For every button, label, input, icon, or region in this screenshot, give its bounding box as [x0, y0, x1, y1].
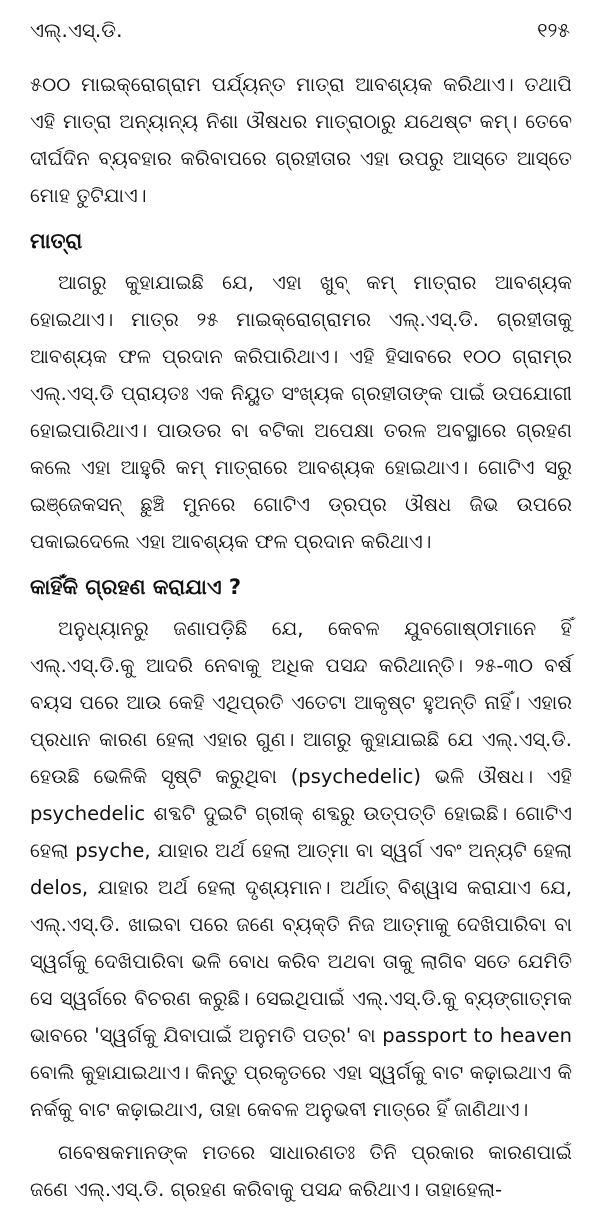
paragraph-reasons-intro: ଗବେଷକମାନଙ୍କ ମତରେ ସାଧାରଣତଃ ତିନି ପ୍ରକାର କାରଣପାଇଁ ଜଣେ ଏଲ୍‌.ଏସ୍‌.ଡି. ଗ୍ରହଣ କରିବାକୁ ପସନ୍ଦ କରିଥାଏ। ତାହାହେଲା- [30, 1141, 572, 1201]
paragraph-continued: ୫୦୦ ମାଇକ୍ରୋଗ୍ରାମ ପର୍ଯ୍ୟନ୍ତ ମାତ୍ରା ଆବଶ୍ୟକ କରିଥାଏ। ତଥାପି ଏହି ମାତ୍ରା ଅନ୍ୟାନ୍ୟ ନିଶା ଔଷଧର ମାତ୍ରାଠାରୁ ଯଥେଷ୍ଟ କମ୍‌। ତେବେ ଦୀର୍ଘଦିନ ବ୍ୟବହାର କରିବାପରେ ଗ୍ରହୀତାର ଏହା ଉପରୁ ଆସ୍ତେ ଆସ୍ତେ ମୋହ ତୁଟିଯାଏ। [30, 73, 572, 207]
paragraph-why: ଅନୁଧ୍ୟାନରୁ ଜଣାପଡ଼ିଛି ଯେ, କେବଳ ଯୁବଗୋଷ୍ଠୀମାନେ ହିଁ ଏଲ୍‌.ଏସ୍‌.ଡି.କୁ ଆଦରି ନେବାକୁ ଅଧିକ ପସନ୍ଦ କରିଥାନ୍ତି। ୨୫-୩୦ ବର୍ଷ ବୟସ ପରେ ଆଉ କେହି ଏଥିପ୍ରତି ଏତେଟା ଆକୃଷ୍ଟ ହୁଅନ୍ତି ନାହିଁ। ଏହାର ପ୍ରଧାନ କାରଣ ହେଲା ଏହାର ଗୁଣ। ଆଗରୁ କୁହାଯାଇଛି ଯେ ଏଲ୍‌.ଏସ୍‌.ଡି. ହେଉଛି ଭେଳିକି ସୃଷ୍ଟି କରୁଥିବା (psychedelic) ଭଳି ଔଷଧ। ଏହି psychedelic ଶବ୍ଦଟି ଦୁଇଟି ଗ୍ରୀକ୍‌ ଶବ୍ଦରୁ ଉତ୍ପତ୍ତି ହୋଇଛି। ଗୋଟିଏ ହେଲା psyche, ଯାହାର ଅର୍ଥ ହେଲା ଆତ୍ମା ବା ସ୍ୱର୍ଗ ଏବଂ ଅନ୍ୟଟି ହେଲା delos, ଯାହାର ଅର୍ଥ ହେଲା ଦୃଶ୍ୟମାନ। ଅର୍ଥାତ୍‌ ବିଶ୍ୱାସ କରାଯାଏ ଯେ, ଏଲ୍‌.ଏସ୍‌.ଡି. ଖାଇବା ପରେ ଜଣେ ବ୍ୟକ୍ତି ନିଜ ଆତ୍ମାକୁ ଦେଖିପାରିବା ବା ସ୍ୱର୍ଗକୁ ଦେଖିପାରିବା ଭଳି ବୋଧ କରିବ ଅଥବା ତାକୁ ଲାଗିବ ସତେ ଯେମିତି ସେ ସ୍ୱର୍ଗରେ ବିଚରଣ କରୁଛି। ସେଇଥିପାଇଁ ଏଲ୍‌.ଏସ୍‌.ଡି.କୁ ବ୍ୟଙ୍ଗାତ୍ମକ ଭାବରେ 'ସ୍ୱର୍ଗକୁ ଯିବାପାଇଁ ଅନୁମତି ପତ୍ର' ବା passport to heaven ବୋଲି କୁହାଯାଇଥାଏ। କିନ୍ତୁ ପ୍ରକୃତରେ ଏହା ସ୍ୱର୍ଗକୁ ବାଟ କଢ଼ାଇଥାଏ କି ନର୍କକୁ ବାଟ କଢ଼ାଇଥାଏ, ତାହା କେବଳ ଅନୁଭବୀ ମାତ୍ରେ ହିଁ ଜାଣିଥାଏ। [30, 617, 572, 1121]
page-number: ୧୨୫ [537, 18, 570, 42]
page-header [30, 18, 570, 48]
paragraph-dose: ଆଗରୁ କୁହାଯାଇଛି ଯେ, ଏହା ଖୁବ୍‌ କମ୍‌ ମାତ୍ରାର ଆବଶ୍ୟକ ହୋଇଥାଏ। ମାତ୍ର ୨୫ ମାଇକ୍ରୋଗ୍ରାମର ଏଲ୍‌.ଏସ୍‌.ଡି. ଗ୍ରହୀତାକୁ ଆବଶ୍ୟକ ଫଳ ପ୍ରଦାନ କରିପାରିଥାଏ। ଏହି ହିସାବରେ ୧୦୦ ଗ୍ରାମ୍‌ର ଏଲ୍‌.ଏସ୍‌.ଡି ପ୍ରାୟତଃ ଏକ ନିୟୁତ ସଂଖ୍ୟକ ଗ୍ରହୀତାଙ୍କ ପାଇଁ ଉପଯୋଗୀ ହୋଇପାରିଥାଏ। ପାଉଡର ବା ବଟିକା ଅପେକ୍ଷା ତରଳ ଅବସ୍ଥାରେ ଗ୍ରହଣ କଲେ ଏହା ଆହୁରି କମ୍‌ ମାତ୍ରାରେ ଆବଶ୍ୟକ ହୋଇଥାଏ। ଗୋଟିଏ ସରୁ ଇଞ୍ଜେକସନ୍‌ ଛୁଞ୍ଚି ମୁନରେ ଗୋଟିଏ ଡ୍ରପ୍‌ର ଔଷଧ ଜିଭ ଉପରେ ପକାଇଦେଲେ ଏହା ଆବଶ୍ୟକ ଫଳ ପ୍ରଦାନ କରିଥାଏ। [30, 271, 572, 553]
section-heading-why: କାହିଁକି ଗ୍ରହଣ କରାଯାଏ ? [30, 575, 242, 599]
section-heading-dose: ମାତ୍ରା [30, 229, 83, 253]
page-body [30, 66, 572, 1214]
running-title: ଏଲ୍‌.ଏସ୍‌.ଡି. [30, 18, 123, 42]
